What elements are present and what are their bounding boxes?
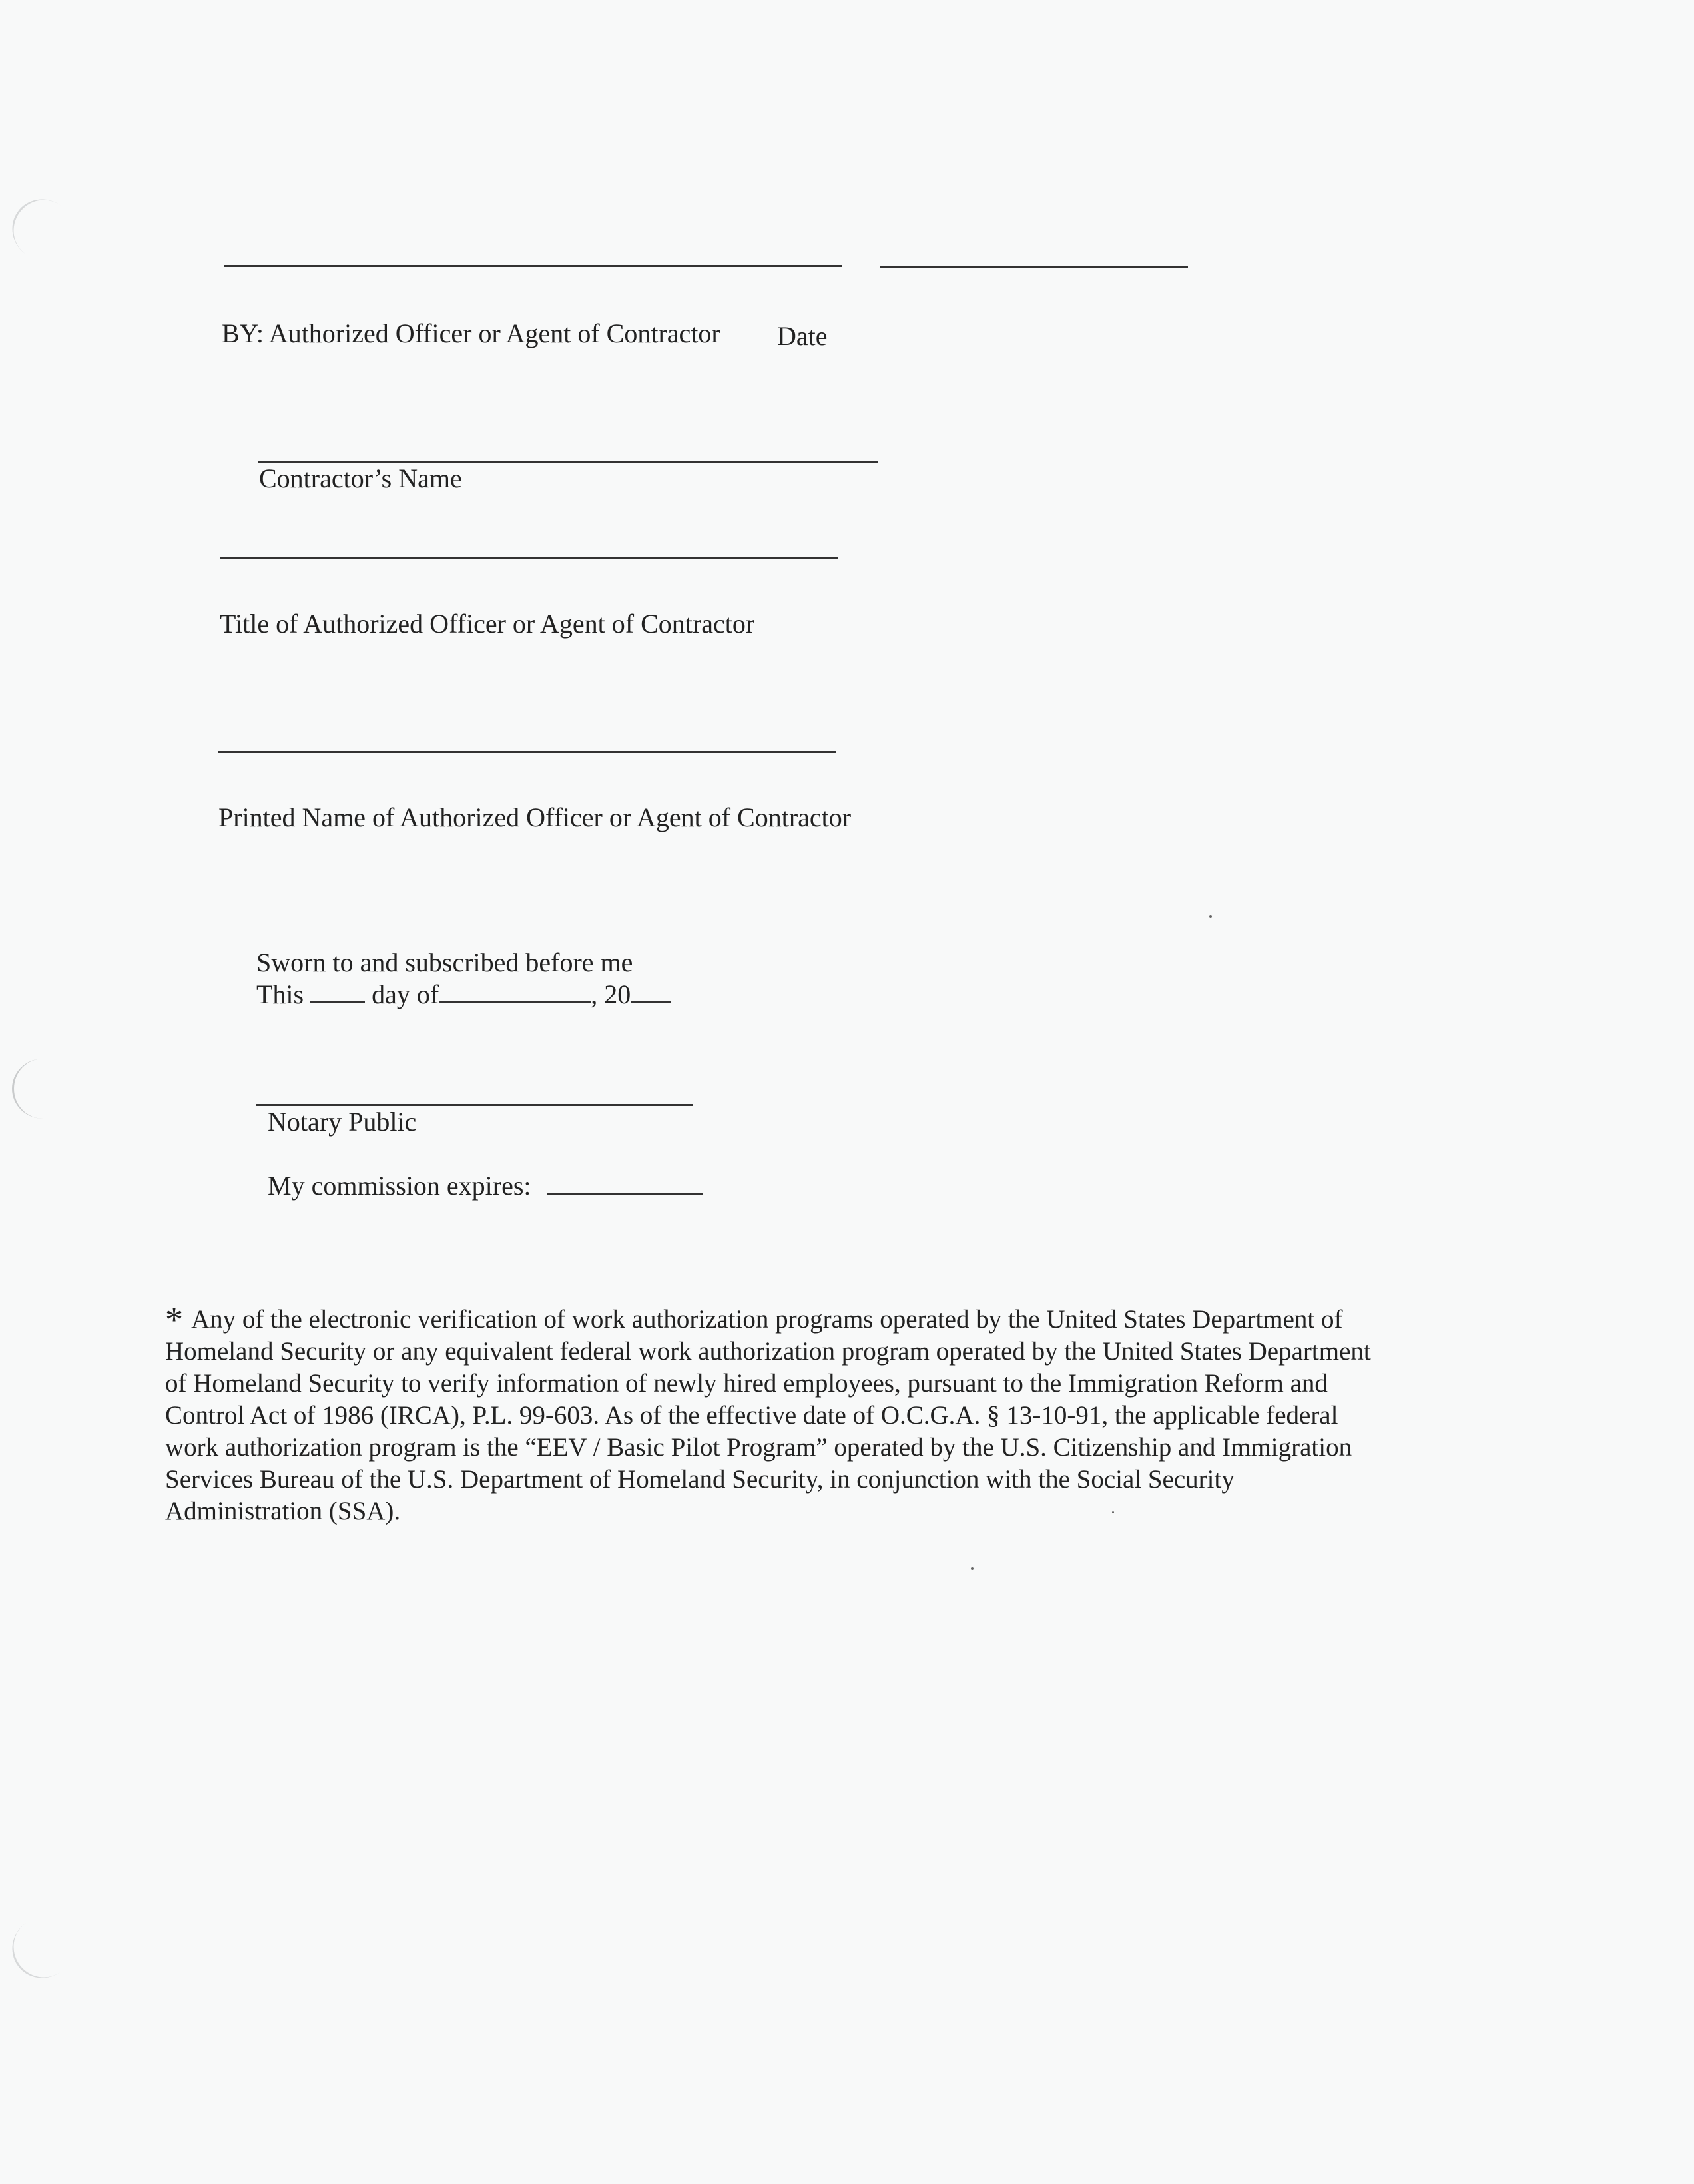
day-blank[interactable] <box>310 979 365 1003</box>
footnote-line-text: Any of the electronic verification of work authorization programs operated by the United States Department of <box>191 1305 1343 1334</box>
notary-public-label: Notary Public <box>268 1107 417 1137</box>
signature-line[interactable] <box>224 265 842 267</box>
scan-speck <box>1209 915 1212 918</box>
footnote-line: work authorization program is the “EEV / Basic Pilot Program” operated by the U.S. Citizenship and Immigration <box>165 1433 1352 1462</box>
year-prefix: , 20 <box>591 979 631 1009</box>
date-of-swearing <box>256 979 671 1010</box>
title-label: Title of Authorized Officer or Agent of Contractor <box>220 609 755 639</box>
commission-blank[interactable] <box>547 1170 703 1195</box>
scan-speck <box>1112 1511 1114 1513</box>
contractor-name-label: Contractor’s Name <box>259 463 462 493</box>
footnote-line: Administration (SSA). <box>165 1497 401 1525</box>
commission-label: My commission expires: <box>268 1171 531 1201</box>
footnote-line <box>165 1300 1497 1340</box>
date-line[interactable] <box>880 266 1188 268</box>
footnote-line: Homeland Security or any equivalent federal work authorization program operated by the United States Department <box>165 1337 1371 1366</box>
year-blank[interactable] <box>631 979 671 1003</box>
punch-hole-top <box>1 187 86 272</box>
footnote-line: Services Bureau of the U.S. Department of Homeland Security, in conjunction with the Social Security <box>165 1465 1235 1494</box>
commission-expires <box>268 1170 703 1201</box>
notary-signature-line[interactable] <box>256 1104 693 1106</box>
footnote-line: of Homeland Security to verify information of newly hired employees, pursuant to the Immigration Reform and <box>165 1369 1328 1398</box>
printed-name-label: Printed Name of Authorized Officer or Agent of Contractor <box>218 802 852 832</box>
scan-speck <box>971 1567 974 1570</box>
punch-hole-middle <box>12 1059 74 1119</box>
month-blank[interactable] <box>439 979 591 1003</box>
footnote <box>165 1300 1497 1527</box>
printed-name-line[interactable] <box>218 751 836 753</box>
footnote-line: Control Act of 1986 (IRCA), P.L. 99-603. As of the effective date of O.C.G.A. § 13-10-91, the applicable federal <box>165 1401 1338 1430</box>
this-text: This <box>256 979 304 1009</box>
asterisk: * <box>165 1300 183 1340</box>
title-line[interactable] <box>220 557 838 559</box>
contractor-name-line[interactable] <box>258 461 878 463</box>
day-of-text: day of <box>372 979 439 1009</box>
date-label: Date <box>777 321 828 351</box>
by-authorized-officer-label: BY: Authorized Officer or Agent of Contractor <box>222 318 720 348</box>
punch-hole-bottom <box>1 1905 86 1990</box>
sworn-statement: Sworn to and subscribed before me <box>256 948 633 977</box>
